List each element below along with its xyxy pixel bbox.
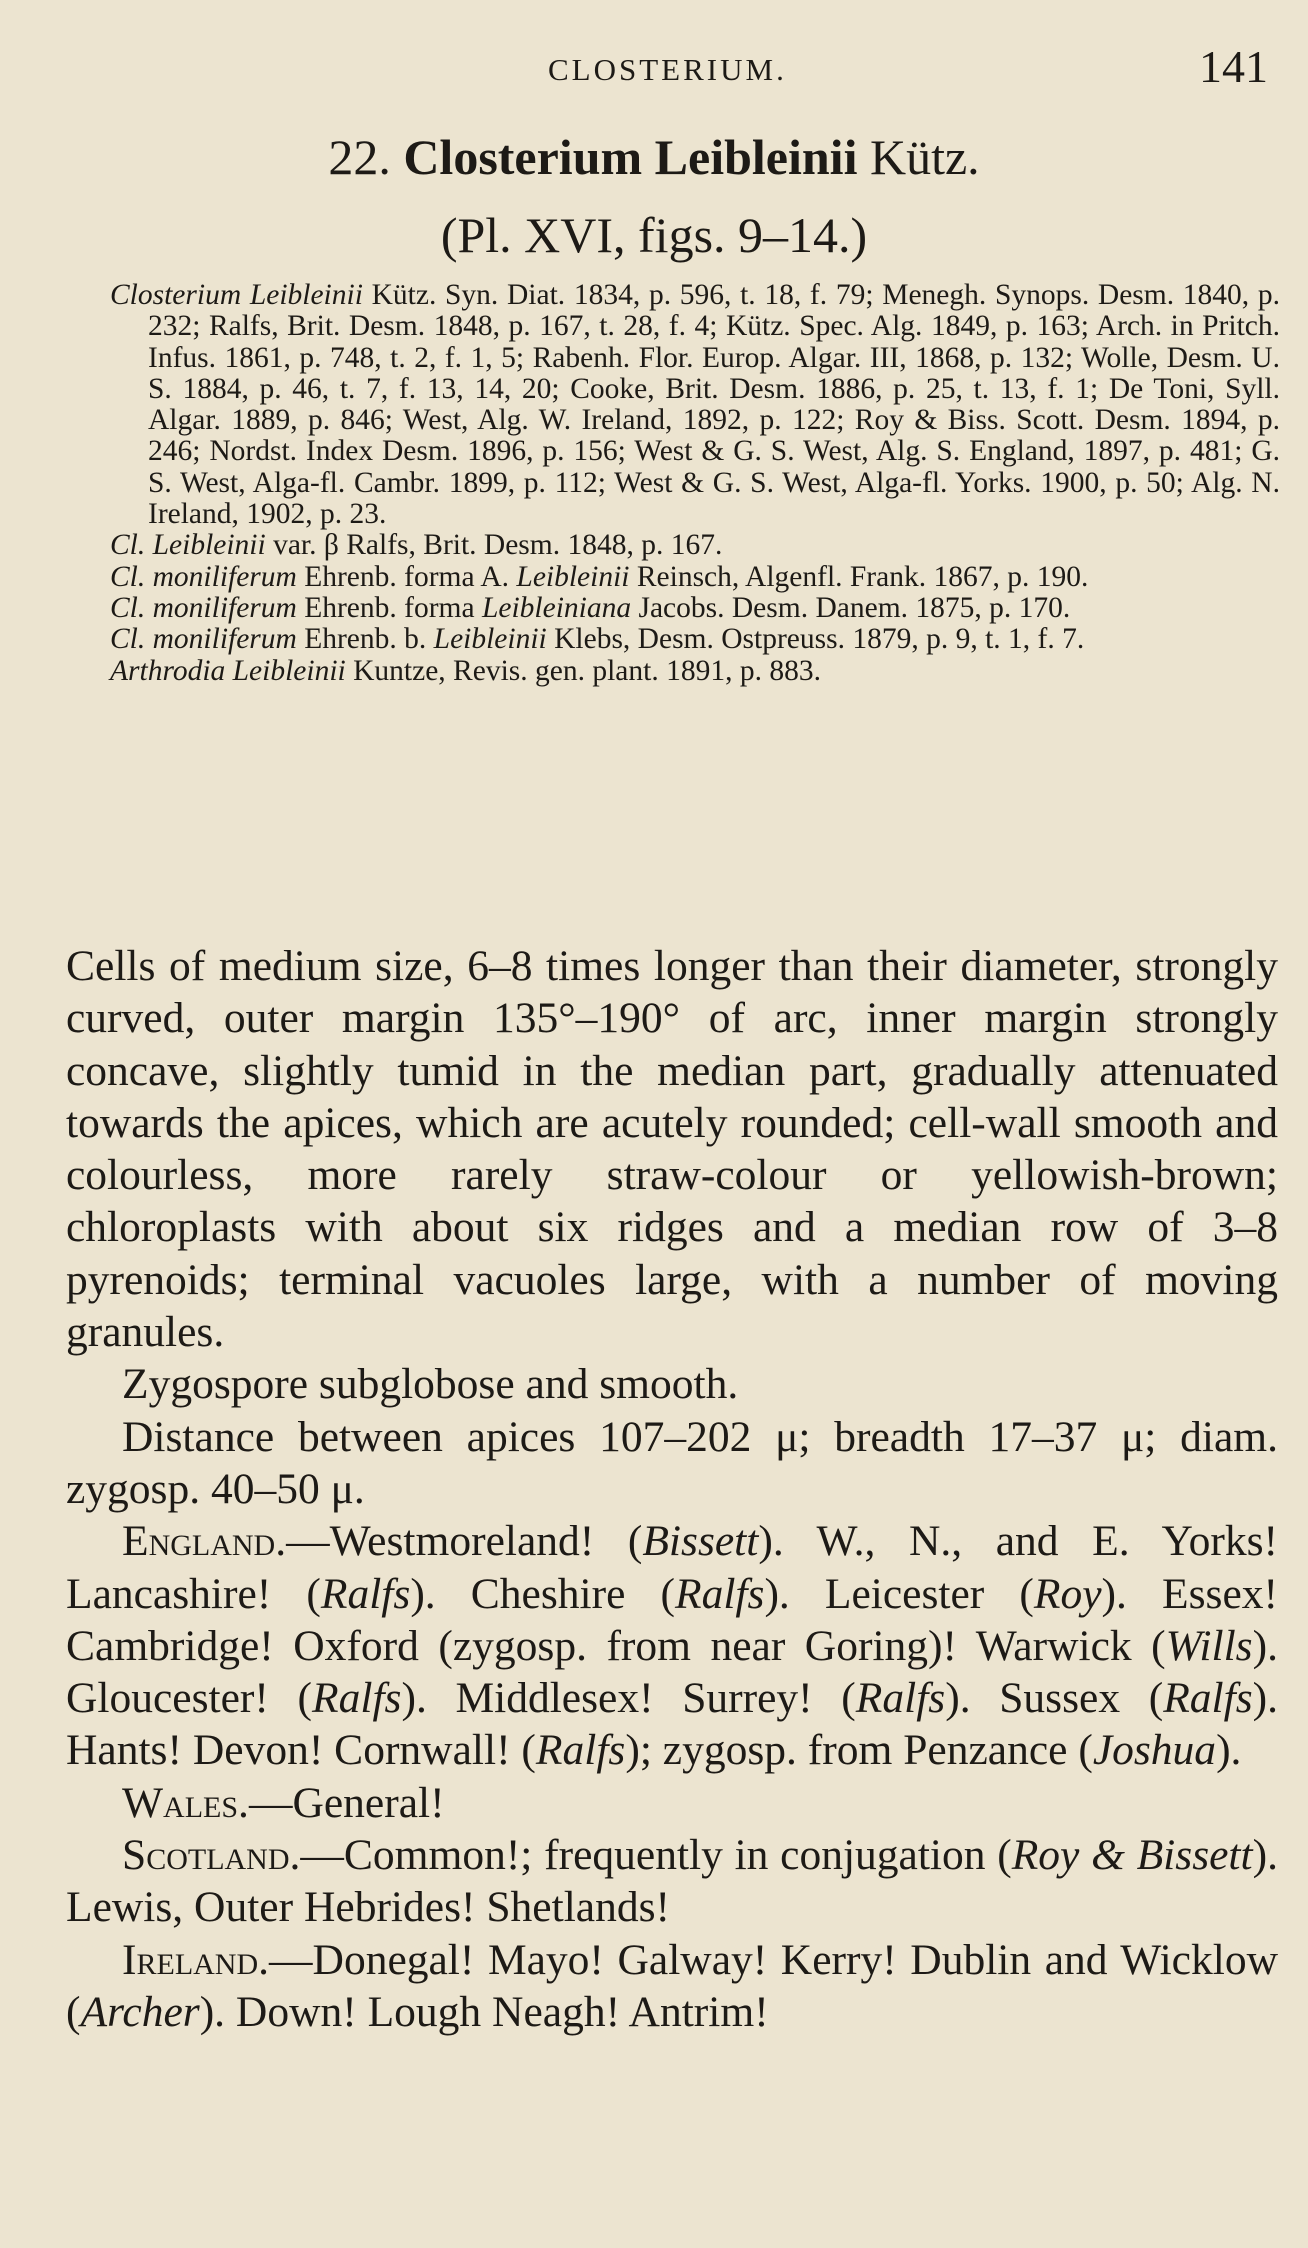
cell-description: Cells of medium size, 6–8 times longer than their diameter, strongly curved, outer margin 135°–190° of arc, inner margin strongly concave, slightly tumid in the median part, gradually attenuated towards the apices, which are acutely rounded; cell-wall smooth and colourless, more rarely straw-colour or yellowish-brown; chloroplasts with about six ridges and a median row of 3–8 pyrenoids; terminal vacuoles large, with a number of moving granules. xyxy=(66,942,1278,1357)
synonym-citation: Klebs, Desm. Ostpreuss. 1879, p. 9, t. 1, f. 7. xyxy=(554,623,1085,656)
synonym-entry xyxy=(110,280,1280,530)
running-head xyxy=(0,40,1308,100)
synonym-name: Closterium Leibleinii xyxy=(110,279,363,311)
collector: Wills xyxy=(1165,1621,1253,1670)
zygospore-description: Zygospore subglobose and smooth. xyxy=(122,1360,739,1409)
dimensions: Distance between apices 107–202 μ; breadth 17–37 μ; diam. zygosp. 40–50 μ. xyxy=(66,1412,1278,1513)
synonym-entry xyxy=(110,562,1280,593)
synonym-name: Cl. moniliferum xyxy=(110,560,297,593)
collector: Ralfs xyxy=(1163,1674,1253,1723)
collector: Ralfs xyxy=(535,1726,626,1775)
collector: Ralfs xyxy=(675,1569,765,1618)
description-body xyxy=(66,940,1278,2038)
species-heading xyxy=(0,128,1308,186)
synonym-citation: Reinsch, Algenfl. Frank. 1867, p. 190. xyxy=(636,560,1089,593)
collector: Archer xyxy=(80,1987,200,2036)
species-number: 22. xyxy=(328,129,391,185)
synonym-name: Cl. moniliferum xyxy=(110,623,297,656)
collector: Ralfs xyxy=(855,1674,946,1723)
collector: Roy xyxy=(1033,1569,1102,1618)
synonym-name: Cl. Leibleinii xyxy=(110,529,266,562)
page-number: 141 xyxy=(1199,41,1268,92)
synonym-name: Leibleinii xyxy=(433,623,547,656)
species-authority: Kütz. xyxy=(869,129,980,185)
plate-reference: (Pl. XVI, figs. 9–14.) xyxy=(440,207,868,263)
synonym-entry xyxy=(110,530,1280,561)
synonym-entry xyxy=(110,656,1280,687)
collector: Bissett xyxy=(642,1517,759,1566)
synonym-citation: Jacobs. Desm. Danem. 1875, p. 170. xyxy=(638,591,1071,624)
distribution-wales: Wales.—General! xyxy=(122,1778,445,1827)
synonym-name: Arthrodia Leibleinii xyxy=(110,654,346,687)
region-england: England. xyxy=(122,1517,287,1566)
synonym-entry xyxy=(110,624,1280,655)
collector: Roy & Bissett xyxy=(1011,1831,1253,1880)
region-scotland: Scotland. xyxy=(122,1831,301,1880)
region-ireland: Ireland. xyxy=(122,1935,270,1984)
distribution-england: England.—Westmoreland! (Bissett). W., N., and E. Yorks! Lancashire! (Ralfs). Cheshire (Ralfs). Leicester (Roy). Essex! Cambridge! Oxford (zygosp. from near Goring)! Warwick (Wills). Gloucester! (Ralfs). Middlesex! Surrey! (Ralfs). Sussex (Ralfs). Hants! Devon! Cornwall! (Ralfs); zygosp. from Penzance (Joshua). xyxy=(66,1517,1279,1775)
synonym-name: Leibleinii xyxy=(516,560,630,593)
synonym-citation: var. β Ralfs, Brit. Desm. 1848, p. 167. xyxy=(273,529,723,562)
synonym-name: Leibleiniana xyxy=(481,591,632,624)
synonym-entry xyxy=(110,593,1280,624)
synonym-name: Cl. moniliferum xyxy=(110,591,297,624)
synonym-citation: Ehrenb. b. xyxy=(304,623,427,656)
synonym-citation: Kuntze, Revis. gen. plant. 1891, p. 883. xyxy=(353,654,821,687)
synonym-citation: Ehrenb. forma xyxy=(304,591,475,624)
distribution-scotland: Scotland.—Common!; frequently in conjugation (Roy & Bissett). Lewis, Outer Hebrides! Shetlands! xyxy=(66,1831,1278,1932)
collector: Joshua xyxy=(1092,1726,1217,1775)
running-title: CLOSTERIUM. xyxy=(548,52,787,87)
collector: Ralfs xyxy=(320,1569,411,1618)
collector: Ralfs xyxy=(312,1674,402,1723)
synonym-citation: Ehrenb. forma A. xyxy=(304,560,510,593)
synonymy-list xyxy=(110,280,1280,687)
distribution-ireland: Ireland.—Donegal! Mayo! Galway! Kerry! Dublin and Wicklow (Archer). Down! Lough Neagh! Antrim! xyxy=(66,1935,1278,2036)
species-name: Closterium Leibleinii xyxy=(403,129,858,185)
region-wales: Wales. xyxy=(122,1778,249,1827)
synonym-citation: Kütz. Syn. Diat. 1834, p. 596, t. 18, f. 79; Menegh. Synops. Desm. 1840, p. 232; Ralfs, Brit. Desm. 1848, p. 167, t. 28, f. 4; Kütz. Spec. Alg. 1849, p. 163; Arch. in Pritch. Infus. 1861, p. 748, t. 2, f. 1, 5; Rabenh. Flor. Europ. Algar. III, 1868, p. 132; Wolle, Desm. U. S. 1884, p. 46, t. 7, f. 13, 14, 20; Cooke, Brit. Desm. 1886, p. 25, t. 13, f. 1; De Toni, Syll. Algar. 1889, p. 846; West, Alg. W. Ireland, 1892, p. 122; Roy & Biss. Scott. Desm. 1894, p. 246; Nordst. Index Desm. 1896, p. 156; West & G. S. West, Alg. S. England, 1897, p. 481; G. S. West, Alga-fl. Cambr. 1899, p. 112; West & G. S. West, Alga-fl. Yorks. 1900, p. 50; Alg. N. Ireland, 1902, p. 23. xyxy=(148,279,1281,531)
